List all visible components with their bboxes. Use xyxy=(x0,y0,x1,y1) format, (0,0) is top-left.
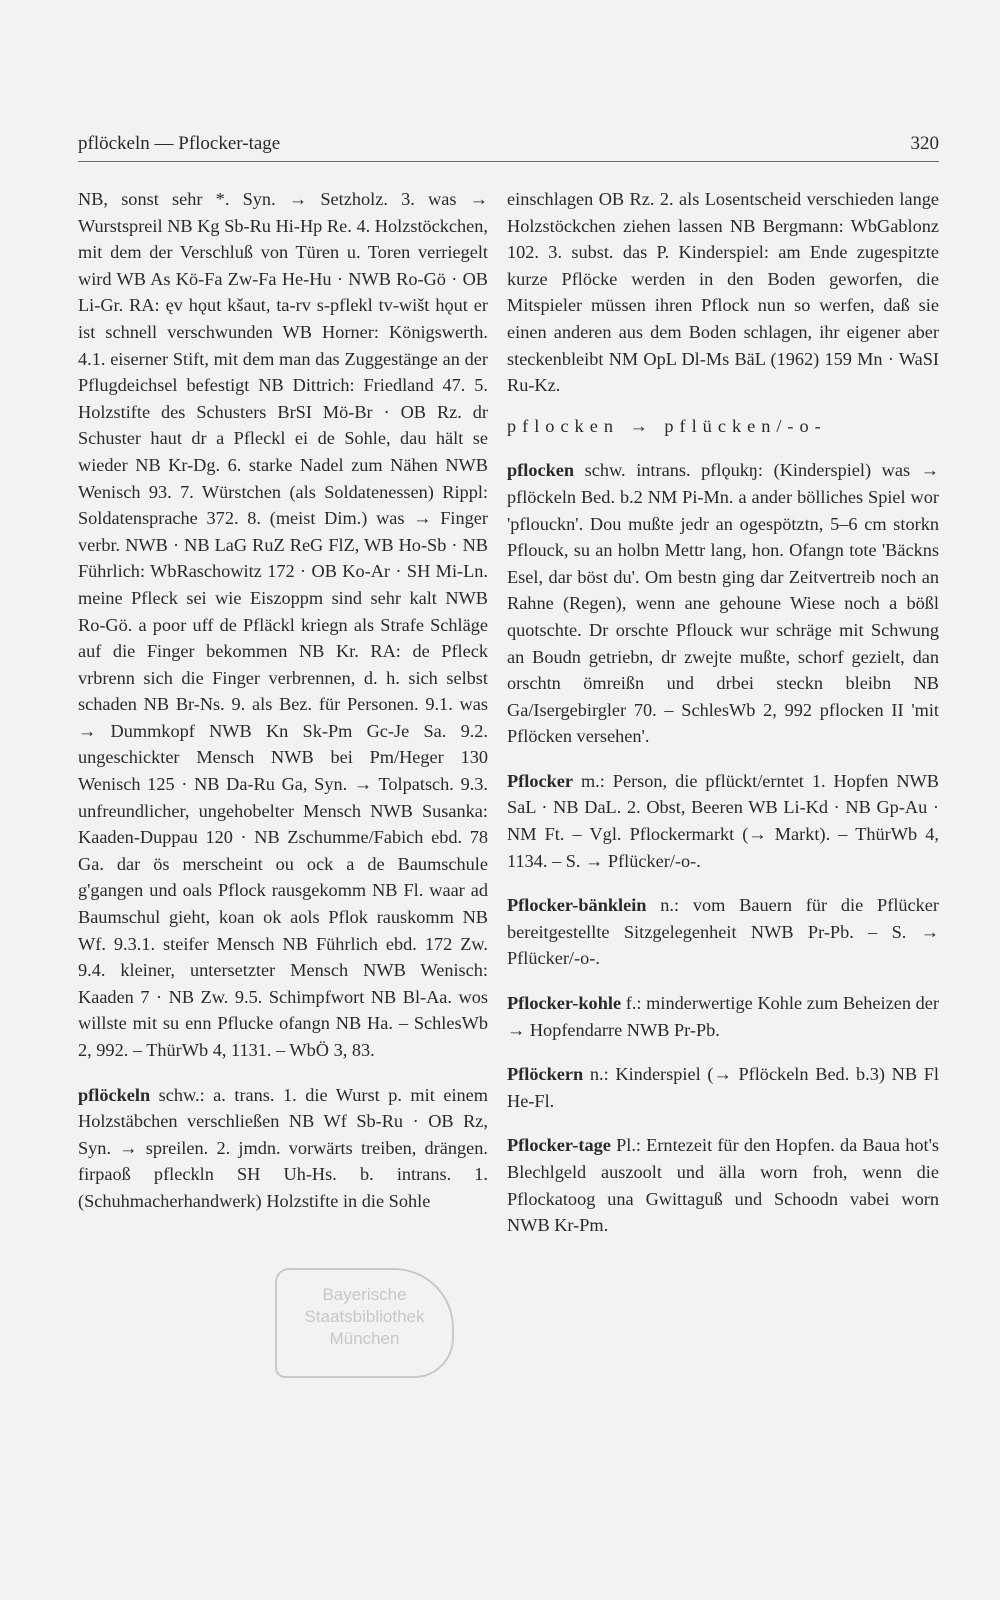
entry-pflocker-baenklein xyxy=(507,892,939,972)
right-column xyxy=(507,186,939,1239)
library-stamp xyxy=(275,1268,454,1378)
entry-text: m.: Person, die pflückt/erntet 1. Hopfen NWB SaL · NB DaL. 2. Obst, Beeren WB Li-Kd · NB Gp-Au · NM Ft. – Vgl. Pflockermarkt (→ Markt). – ThürWb 4, 1134. – S. → Pflücker/-o-. xyxy=(507,770,939,871)
header-title: pflöckeln — Pflocker-tage xyxy=(78,133,281,154)
entry-text: Pl.: Erntezeit für den Hopfen. da Baua hot's Blechlgeld auszoolt und älla worn froh, wenn die Pflockatoog una Gwittaguß und Schoodn vabei worn NWB Kr-Pm. xyxy=(507,1135,939,1236)
lemma: pflöckeln xyxy=(78,1084,151,1105)
entry-pflocker-kohle xyxy=(507,990,939,1043)
cross-reference: pflocken → pflücken/-o- xyxy=(507,415,827,436)
entry-pflocker-tage xyxy=(507,1132,939,1238)
lemma: Pflocker-tage xyxy=(507,1135,611,1156)
entry-pfloeckeln xyxy=(78,1082,488,1215)
entry-text: n.: vom Bauern für die Pflücker bereitgestellte Sitzgelegenheit NWB Pr-Pb. – S. → Pflücker/-o-. xyxy=(507,895,939,969)
page-number: 320 xyxy=(910,133,939,154)
entry-text: schw.: a. trans. 1. die Wurst p. mit einem Holzstäbchen verschließen NB Wf Sb-Ru · OB Rz, Syn. → spreilen. 2. jmdn. vorwärts treiben, drängen. firpaoß pfleckln SH Uh-Hs. b. intrans. 1. (Schuhmacherhandwerk) Holzstifte in die Sohle xyxy=(78,1084,488,1211)
lemma: Pflocker-kohle xyxy=(507,993,622,1014)
entry-pfloeckern xyxy=(507,1061,939,1114)
lemma: Pflocker xyxy=(507,770,573,791)
entry-pflocken xyxy=(507,457,939,750)
running-header xyxy=(78,131,939,162)
entry-text: f.: minderwertige Kohle zum Beheizen der → Hopfendarre NWB Pr-Pb. xyxy=(507,993,939,1040)
entry-continuation-right: einschlagen OB Rz. 2. als Losentscheid verschieden lange Holzstöckchen ziehen lassen NB Bergmann: WbGablonz 102. 3. subst. das P. Kinderspiel: am Ende zugespitzte kurze Pflöcke werden in den Boden geworfen, die Mitspieler müssen ihren Pflock nun so werfen, daß sie einen anderen aus dem Boden schlagen, ihr eigener aber steckenbleibt NM OpL Dl-Ms BäL (1962) 159 Mn · WaSI Ru-Kz. xyxy=(507,189,939,396)
entry-text: n.: Kinderspiel (→ Pflöckeln Bed. b.3) NB Fl He-Fl. xyxy=(507,1064,939,1111)
entry-pflocker xyxy=(507,768,939,874)
stamp-text: Bayerische Staatsbibliothek München xyxy=(304,1285,425,1348)
left-column xyxy=(78,186,488,1215)
lemma: Pflöckern xyxy=(507,1064,584,1085)
entry-text: schw. intrans. pflǫukŋ: (Kinderspiel) was → pflöckeln Bed. b.2 NM Pi-Mn. a ander bölliches Spiel wor 'pflouckn'. Dou mußte jedr an ogespötztn, 5–6 cm storkn Pflouck, su an holbn Mettr lang, hon. Ofangn tote 'Bäckns Esel, dar böst du'. Om bestn ging dar Zeitvertreib noch an Rahne (Regen), wenn ane gehoune Wiese noch a bößl quotschte. Dr orschte Pflouck wur schräge mit Schwung an Boudn getriebn, dr zwejte mußte, schorf gezielt, dan orschtn ömreißn und drbei steckn bleibn NB Ga/Isergebirgler 70. – SchlesWb 2, 992 pflocken II 'mit Pflöcken versehen'. xyxy=(507,460,939,747)
lemma: pflocken xyxy=(507,460,575,481)
lemma: Pflocker-bänklein xyxy=(507,895,647,916)
entry-continuation: NB, sonst sehr *. Syn. → Setzholz. 3. was → Wurstspreil NB Kg Sb-Ru Hi-Hp Re. 4. Holzstöckchen, mit dem der Verschluß von Türen u. Toren verriegelt wird WB As Kö-Fa Zw-Fa He-Hu · NWB Ro-Gö · OB Li-Gr. RA: ęv hǫut kšaut, ta-rv s-pflekl tv-wišt hǫut er ist schnell verschwunden WB Horner: Königswerth. 4.1. eiserner Stift, mit dem man das Zuggestänge an der Pflugdeichsel befestigt NB Dittrich: Friedland 47. 5. Holzstifte des Schusters BrSI Mö-Br · OB Rz. dr Schuster haut dr a Pfleckl ei de Sohle, dau hält se wieder NB Kr-Dg. 6. starke Nadel zum Nähen NWB Wenisch 93. 7. Würstchen (als Soldatenessen) Rippl: Soldatensprache 372. 8. (meist Dim.) was → Finger verbr. NWB · NB LaG RuZ ReG FlZ, WB Ho-Sb · NB Führlich: WbRaschowitz 172 · OB Ko-Ar · SH Mi-Ln. meine Pfleck sei wie Eiszoppm sind sehr kalt NWB Ro-Gö. a poor uff de Pfläckl kriegn als Strafe Schläge auf die Finger bekommen NB Kr. RA: de Pfleck vrbrenn sich die Finger verbrennen, d. h. sich selbst schaden NB Br-Ns. 9. als Bez. für Personen. 9.1. was → Dummkopf NWB Kn Sk-Pm Gc-Je Sa. 9.2. ungeschickter Mensch NWB bei Pm/Heger 130 Wenisch 125 · NB Da-Ru Ga, Syn. → Tolpatsch. 9.3. unfreundlicher, ungehobelter Mensch NWB Susanka: Kaaden-Duppau 120 · NB Zschumme/Fabich ebd. 78 Ga. dar ös merscheint ou ock a de Baumschule g'gangen und oals Pflock rausgekomm NB Fl. waar ad Baumschul gieht, koan ok aols Pflok rauskomm NB Wf. 9.3.1. steifer Mensch NB Führlich ebd. 172 Zw. 9.4. kleiner, untersetzter Mensch NWB Wenisch: Kaaden 7 · NB Zw. 9.5. Schimpfwort NB Bl-Aa. wos willste mit su enn Pflucke ofangn NB Ha. – SchlesWb 2, 992. – ThürWb 4, 1131. – WbÖ 3, 83. xyxy=(78,189,488,1060)
